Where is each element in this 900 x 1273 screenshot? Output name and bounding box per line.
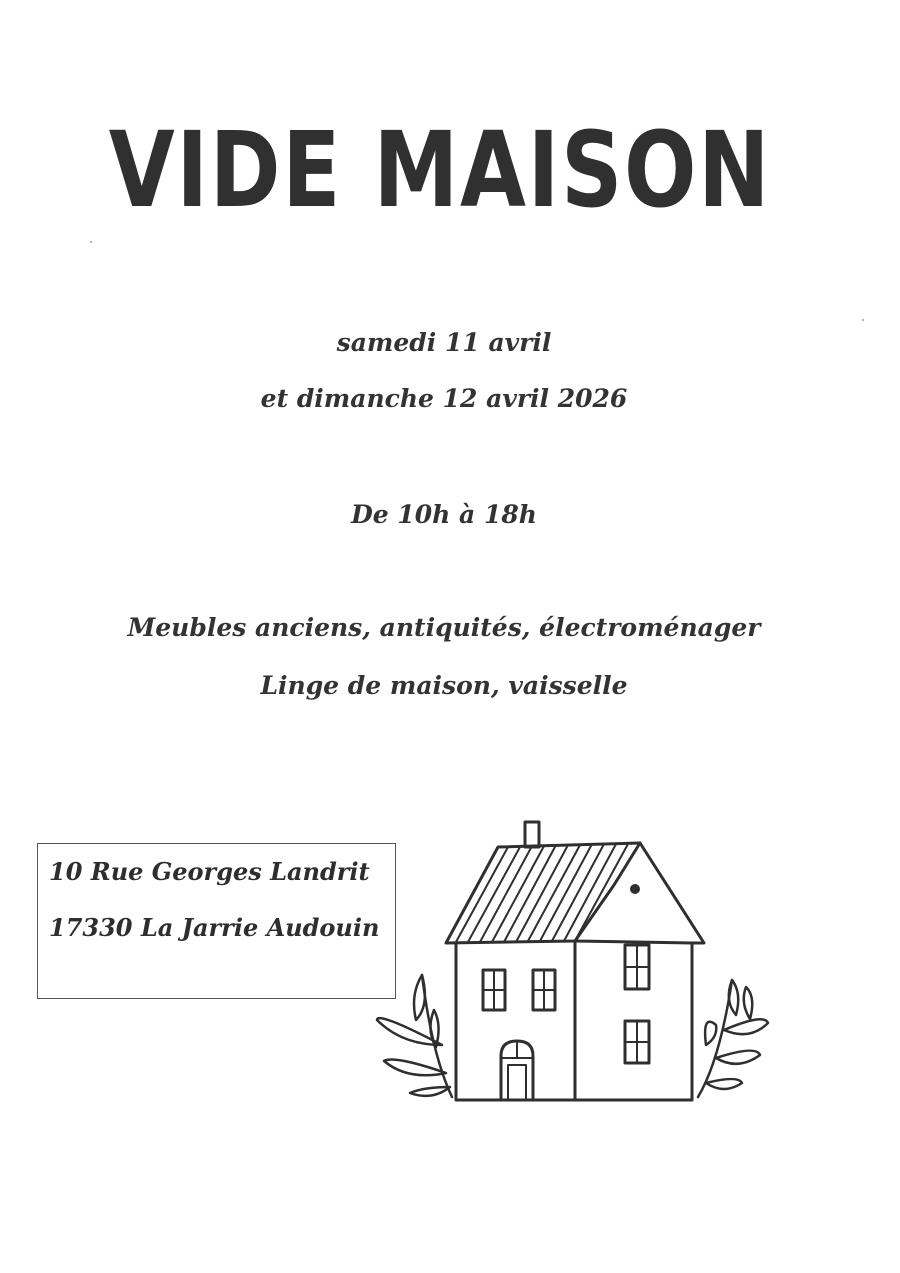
scan-speck — [862, 319, 864, 321]
date-line-1: samedi 11 avril — [336, 328, 552, 357]
gable — [640, 843, 704, 943]
address-box — [37, 843, 396, 999]
scan-speck — [90, 241, 92, 243]
front-door — [501, 1041, 533, 1100]
gable-vent — [630, 884, 640, 894]
left-plant — [377, 975, 452, 1097]
gable-base — [575, 941, 692, 943]
address-street: 10 Rue Georges Landrit — [49, 857, 370, 886]
items-line-2: Linge de maison, vaisselle — [260, 671, 628, 700]
date-line-2: et dimanche 12 avril 2026 — [260, 384, 628, 413]
address-city: 17330 La Jarrie Audouin — [49, 913, 380, 942]
window-left-1 — [483, 970, 505, 1010]
roof-hatching — [456, 844, 628, 942]
items-line-1: Meubles anciens, antiquités, électroménager — [127, 613, 761, 642]
window-left-2 — [533, 970, 555, 1010]
chimney — [525, 822, 539, 847]
opening-hours: De 10h à 18h — [351, 500, 537, 529]
flyer-title: VIDE MAISON — [108, 109, 772, 231]
right-plant — [698, 980, 768, 1097]
window-right-2 — [625, 1021, 649, 1063]
window-right-1 — [625, 945, 649, 989]
house-icon — [372, 815, 776, 1110]
